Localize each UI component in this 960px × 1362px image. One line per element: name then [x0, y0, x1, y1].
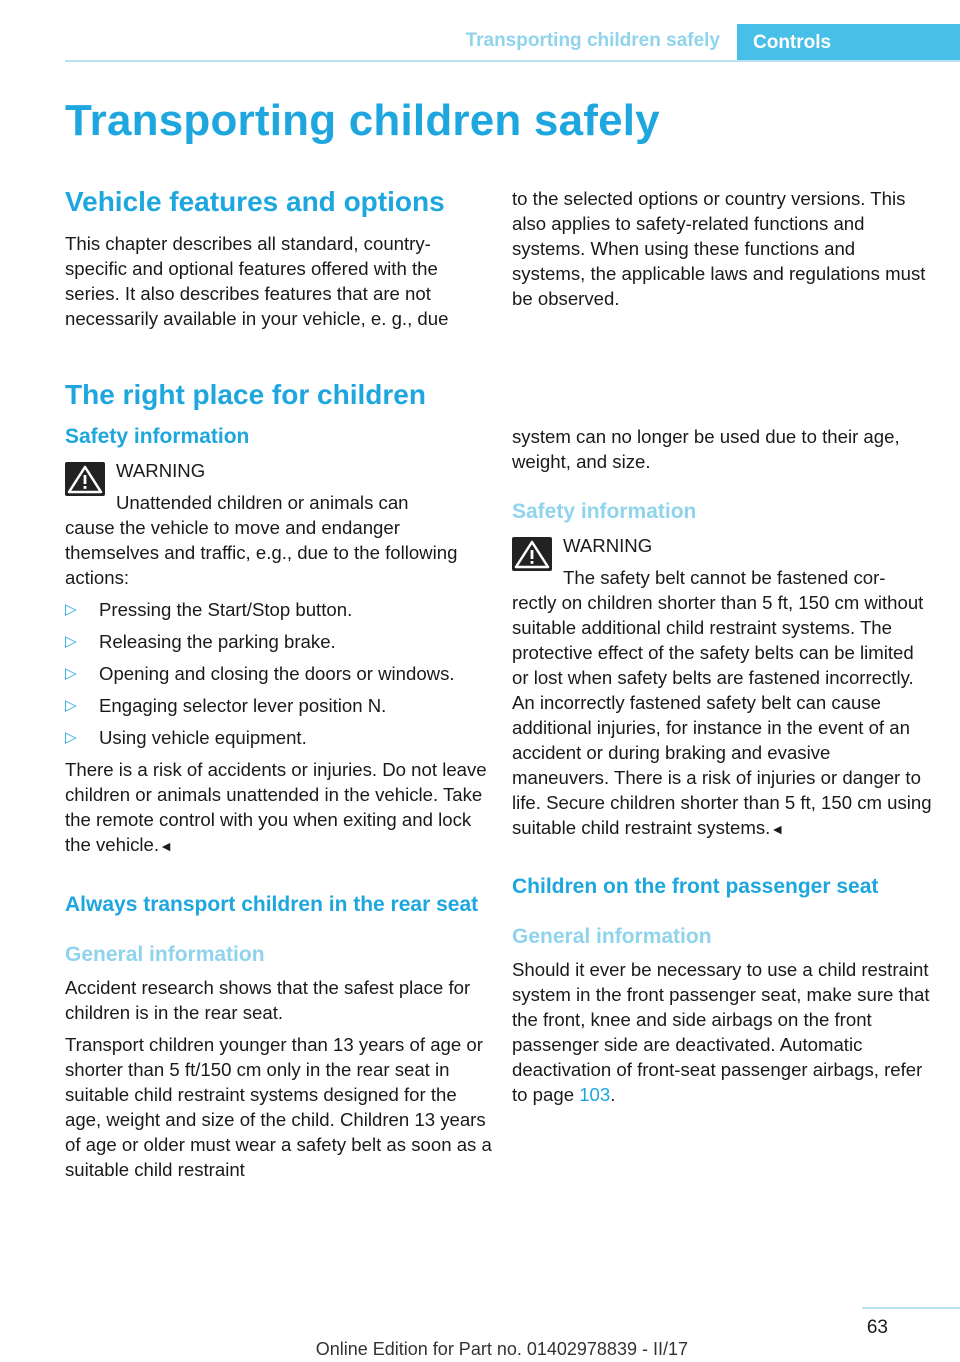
- bullet-triangle-icon: ▷: [65, 729, 77, 746]
- warning-triangle-icon: [65, 462, 105, 496]
- page-reference-link[interactable]: 103: [579, 1084, 611, 1105]
- warning-first-line-2: The safety belt cannot be fastened cor-: [563, 567, 886, 588]
- warning-first-line: Unattended children or animals can: [116, 492, 409, 513]
- bullet-triangle-icon: ▷: [65, 601, 77, 618]
- page-title: Transporting children safely: [65, 96, 660, 145]
- page-number: 63: [866, 1317, 888, 1338]
- warning-label-2: WARNING: [563, 535, 653, 556]
- right-column: [512, 424, 932, 1107]
- warning-text: cause the vehicle to move and endanger themselves and traffic, e.g., due to the following actions:: [65, 517, 458, 588]
- paragraph-transport-children: Transport children younger than 13 years of age or shorter than 5 ft/150 cm only in the rear seat in suitable child restraint systems designed for the age, weight and size of the child. Children 13 years of age or older must wear a safety belt as soon as a suitable child restraint: [65, 1034, 492, 1180]
- end-marker-icon: ◄: [770, 821, 785, 837]
- heading-safety-information: Safety information: [65, 425, 250, 448]
- right-column-top: [512, 186, 932, 311]
- warning-label: WARNING: [116, 460, 206, 481]
- paragraph-safest-place: Accident research shows that the safest place for children is in the rear seat.: [65, 977, 471, 1023]
- left-column: [65, 185, 485, 331]
- list-item: ▷ Opening and closing the doors or windows.: [65, 663, 455, 684]
- footer-divider: [862, 1307, 960, 1309]
- warning-triangle-icon: [512, 537, 552, 571]
- header-section-title: Transporting children safely: [465, 30, 720, 51]
- paragraph-vehicle-features: This chapter describes all standard, country-specific and optional features offered with the series. It also describes features that are not necessarily available in your vehicle, e. g., due: [65, 233, 449, 329]
- left-column-right-place: [65, 378, 495, 1182]
- paragraph-rear-seat-continued: system can no longer be used due to their age, weight, and size.: [512, 426, 900, 472]
- list-item: ▷ Using vehicle equipment.: [65, 727, 307, 748]
- heading-safety-information-2: Safety information: [512, 500, 697, 523]
- heading-right-place: The right place for children: [65, 379, 426, 410]
- bullet-triangle-icon: ▷: [65, 633, 77, 650]
- bullet-triangle-icon: ▷: [65, 697, 77, 714]
- warning-conclusion: There is a risk of accidents or injuries. Do not leave children or animals unattended in the vehicle. Take the remote control with you when exiting and lock the vehicle.◄: [65, 759, 487, 855]
- list-item: ▷ Releasing the parking brake.: [65, 631, 336, 652]
- heading-rear-seat: Always transport children in the rear seat: [65, 893, 479, 916]
- heading-general-information: General information: [65, 943, 265, 966]
- footer-edition: Online Edition for Part no. 01402978839 - II/17: [315, 1339, 688, 1359]
- header-divider: [65, 60, 960, 62]
- list-item: ▷ Engaging selector lever position N.: [65, 695, 387, 716]
- paragraph-vehicle-features-continued: to the selected options or country versions. This also applies to safety-related functions and systems. When using these functions and systems, the applicable laws and regulations must be observed.: [512, 188, 926, 309]
- heading-vehicle-features: Vehicle features and options: [65, 186, 445, 217]
- heading-general-information-2: General information: [512, 925, 712, 948]
- paragraph-front-seat: Should it ever be necessary to use a child restraint system in the front passenger seat, make sure that the front, knee and side airbags on the front passenger side are deactivated. Automatic deactivation of front-seat passenger airbags, refer to page 103.: [512, 959, 930, 1105]
- bullet-triangle-icon: ▷: [65, 665, 77, 682]
- list-item: ▷ Pressing the Start/Stop button.: [65, 599, 353, 620]
- heading-front-passenger-seat: Children on the front passenger seat: [512, 875, 879, 898]
- header-tab-controls[interactable]: Controls: [737, 24, 960, 62]
- warning-block-2: [512, 533, 932, 842]
- end-marker-icon: ◄: [159, 838, 173, 854]
- warning-action-list: [65, 597, 495, 750]
- warning-text-2: rectly on children shorter than 5 ft, 150 cm without suitable additional child restraint systems. The protective effect of the safety belts can be limited or lost when safety belts are fastened incorrectly. An incorrectly fastened safety belt can cause additional injuries, for instance in the event of an accident or during braking and evasive maneuvers. There is a risk of injuries or danger to life. Secure children shorter than 5 ft, 150 cm using suitable child restraint systems.◄: [512, 592, 932, 838]
- warning-block: [65, 458, 495, 590]
